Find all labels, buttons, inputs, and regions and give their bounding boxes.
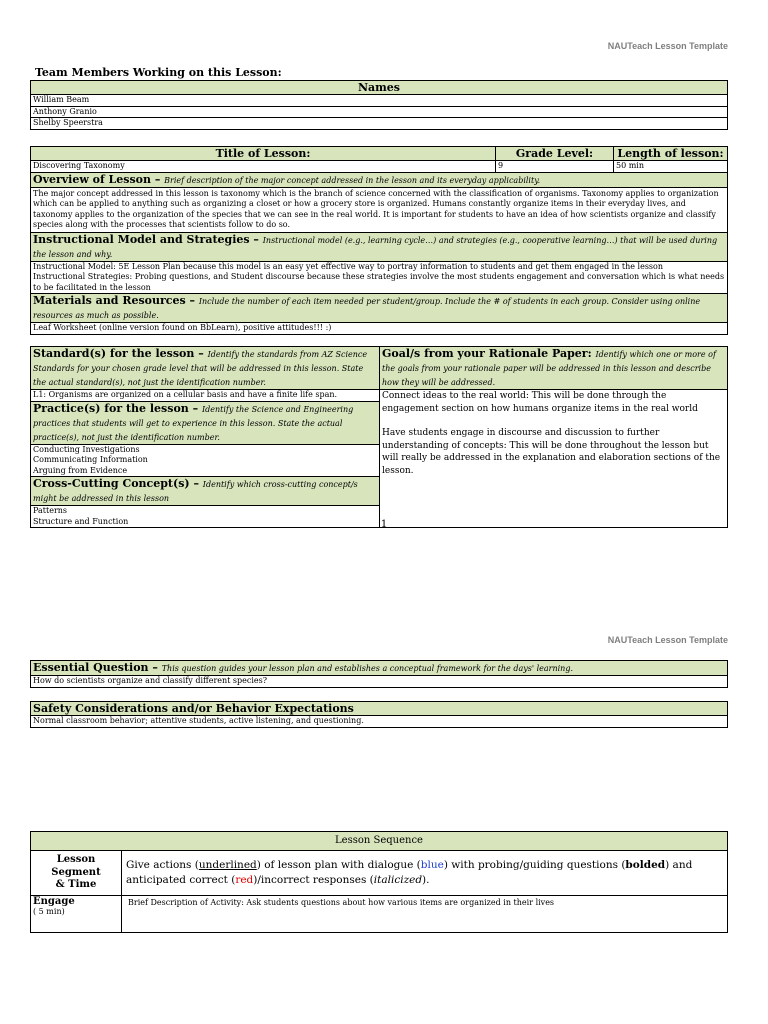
names-header: Names (31, 81, 728, 95)
safety-text: Normal classroom behavior; attentive students, active listening, and questioning. (31, 716, 728, 728)
list-item: Patterns (33, 506, 68, 515)
goals-column (380, 347, 728, 528)
list-item: Communicating Information (33, 455, 148, 464)
overview-header (31, 172, 728, 187)
crosscut-hint: Identify which cross-cutting concept/s might be addressed in this lesson (33, 480, 358, 503)
goals-header (380, 347, 727, 390)
name-row: Anthony Granio (31, 106, 728, 118)
eq-text: How do scientists organize and classify different species? (31, 676, 728, 688)
standards-text: L1: Organisms are organized on a cellular basis and have a finite life span. (31, 390, 379, 402)
model-label: Instructional Model and Strategies – (33, 232, 259, 246)
standards-hint: Identify the standards from AZ Science Standards for your chosen grade level that will be addressed in this lesson. State the actual standard(s), not just the identification number. (33, 350, 368, 387)
model-hint: Instructional model (e.g., learning cycle…) and strategies (e.g., cooperative learning…) that will be used during the lesson and why. (33, 235, 718, 259)
engage-label: Engage (33, 896, 75, 907)
legend-bolded: bolded (625, 859, 666, 871)
eq-hint: This question guides your lesson plan and establishes a conceptual framework for the days' learning. (161, 664, 573, 673)
grade-value: 9 (496, 161, 614, 173)
length-label: Length of lesson: (614, 147, 728, 161)
essential-question-table (30, 660, 728, 688)
seg-label: & Time (55, 879, 97, 890)
names-table (30, 80, 728, 130)
template-label: NAUTeach Lesson Template (607, 41, 728, 51)
name-row: Shelby Speerstra (31, 118, 728, 130)
overview-label: Overview of Lesson – (33, 172, 161, 186)
eq-label: Essential Question – (33, 661, 158, 674)
model-text-1: Instructional Model: 5E Lesson Plan because this model is an easy yet effective way to portray information to students and get them engaged in the lesson (33, 261, 663, 271)
standards-label: Standard(s) for the lesson – (33, 347, 204, 360)
list-item: Arguing from Evidence (33, 465, 128, 475)
segment-time-header (31, 851, 122, 896)
standards-goals-table (30, 346, 728, 528)
overview-hint: Brief description of the major concept addressed in the lesson and its everyday applicability. (164, 175, 541, 185)
goals-text-2: Have students engage in discourse and discussion to further understanding of concepts: This will be done throughout the lesson but will really be addressed in the explanation and elaboration sections of the lesson. (382, 428, 721, 476)
model-text (31, 261, 728, 294)
template-label: NAUTeach Lesson Template (607, 635, 728, 645)
team-heading: Team Members Working on this Lesson: (35, 66, 282, 79)
legend-blue: blue (420, 859, 444, 871)
list-item: Structure and Function (33, 516, 129, 526)
goals-label: Goal/s from your Rationale Paper: (382, 347, 592, 360)
model-header (31, 232, 728, 261)
goals-hint: Identify which one or more of the goals from your rationale paper will be addressed in this lesson and describe how they will be addressed. (382, 350, 716, 387)
length-value: 50 min (614, 161, 728, 173)
standards-header (31, 347, 379, 390)
lesson-sequence-table (30, 831, 728, 933)
practices-header (31, 402, 379, 445)
sequence-legend: Give actions (underlined) of lesson plan with dialogue (blue) with probing/guiding questions (bolded) and anticipated correct (red)/incorrect responses (italicized). (122, 851, 728, 896)
crosscut-header (31, 477, 379, 506)
practices-list (31, 445, 379, 478)
page-number: 1 (380, 519, 388, 530)
title-label: Title of Lesson: (31, 147, 496, 161)
eq-header (31, 661, 728, 676)
practices-label: Practice(s) for the lesson – (33, 401, 199, 415)
engage-time: ( 5 min) (33, 907, 65, 916)
model-text-2: Instructional Strategies: Probing questions, and Student discourse because these strategies involve the most students engagement and conversation which is what needs to be facilitated in the lesson (33, 272, 725, 292)
seq-header: Lesson Sequence (31, 832, 728, 851)
practices-hint: Identify the Science and Engineering practices that students will get to experience in this lesson. State the actual practice(s), not just the identification number. (33, 404, 354, 442)
legend-italicized: italicized (373, 874, 423, 886)
goals-text-1: Connect ideas to the real world: This will be done through the engagement section on how humans organize items in the real world (382, 391, 698, 414)
legend-underlined: underlined (198, 859, 257, 871)
safety-table (30, 701, 728, 728)
safety-label: Safety Considerations and/or Behavior Expectations (31, 702, 728, 716)
seg-label: Lesson (56, 854, 96, 865)
name-row: William Beam (31, 95, 728, 107)
list-item: Conducting Investigations (33, 444, 140, 454)
standards-column (31, 347, 380, 528)
title-value: Discovering Taxonomy (31, 161, 496, 173)
legend-red: red (235, 874, 254, 886)
lesson-info-table (30, 146, 728, 335)
materials-label: Materials and Resources – (33, 294, 196, 307)
materials-header (31, 294, 728, 323)
engage-description: Brief Description of Activity: Ask students questions about how various items are organized in their lives (122, 896, 728, 933)
engage-segment (31, 896, 122, 933)
crosscut-label: Cross-Cutting Concept(s) – (33, 477, 199, 490)
overview-text: The major concept addressed in this lesson is taxonomy which is the branch of science concerned with the classification of organisms. Taxonomy applies to organization which can be applied to anything such as organizing a closet or how a grocery store is organized. Humans constantly organize items in their everyday lives, and taxonomy applies to the organization of the species that we can see in the real world. It is important for students to have an idea of how scientists organize and classify species along with the processes that scientists follow to do so. (31, 187, 728, 232)
materials-hint: Include the number of each item needed per student/group. Include the # of students in each group. Consider using online resources as much as possible. (33, 297, 701, 320)
grade-label: Grade Level: (496, 147, 614, 161)
seg-label: Segment (51, 866, 101, 878)
materials-text: Leaf Worksheet (online version found on BbLearn), positive attitudes!!! :) (31, 323, 728, 335)
